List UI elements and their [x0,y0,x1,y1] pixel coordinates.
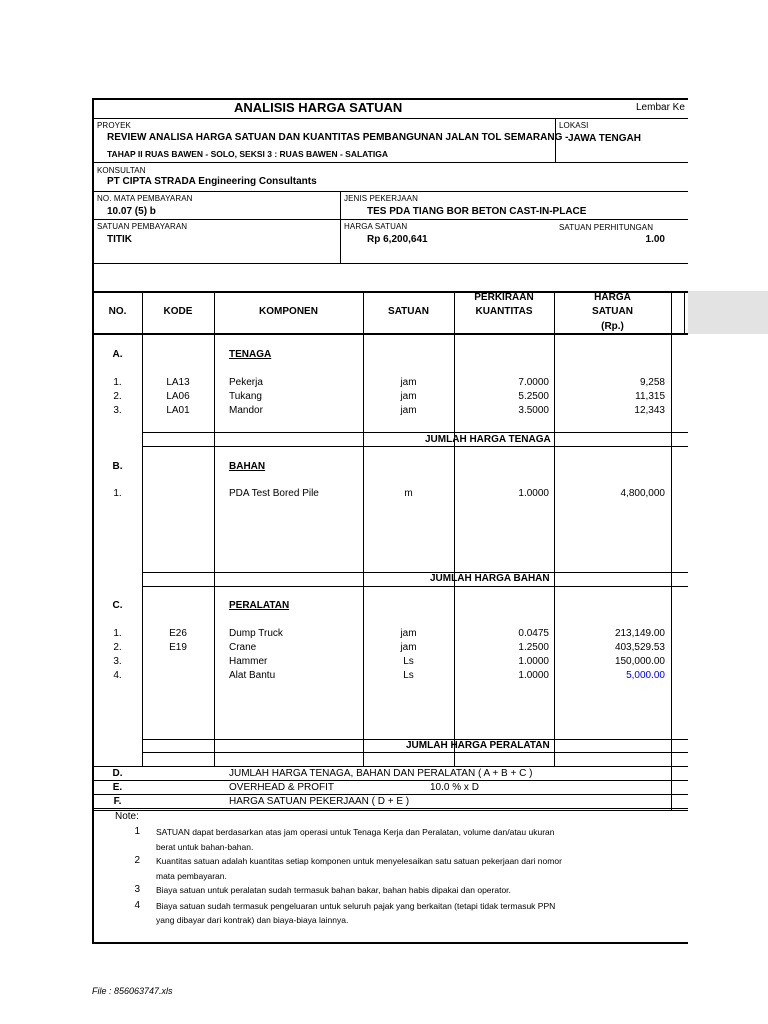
note-number: 4 [134,900,140,911]
divider [93,766,688,767]
row-no: 1. [113,628,122,639]
note-line: yang dibayar dari kontrak) dan biaya-biaya lainnya. [156,915,349,925]
col-header-kuantitas-2: KUANTITAS [475,306,533,317]
satuan-pembayaran-label: SATUAN PEMBAYARAN [97,222,188,231]
file-name: File : 856063747.xls [92,986,173,996]
divider [340,191,341,263]
page-title: ANALISIS HARGA SATUAN [234,100,403,115]
note-number: 2 [134,855,140,866]
section-title: TENAGA [229,349,272,360]
col-line [554,291,555,767]
row-harga: 9,258 [639,377,665,388]
row-kuantitas: 0.0475 [518,628,549,639]
col-header-komponen: KOMPONEN [259,306,318,317]
col-header-kode: KODE [163,306,193,317]
note-line: Biaya satuan untuk peralatan sudah termasuk bahan bakar, bahan habis dipakai dan operator. [156,885,511,895]
harga-satuan-label: HARGA SATUAN [344,222,408,231]
col-header-satuan: SATUAN [388,306,429,317]
satuan-pembayaran-value: TITIK [107,234,132,245]
divider [93,780,688,781]
row-no: 2. [113,391,122,402]
note-line: berat untuk bahan-bahan. [156,842,254,852]
row-kuantitas: 1.0000 [518,488,549,499]
side-gray-panel [688,291,768,334]
row-no: 1. [113,488,122,499]
row-kode: E26 [169,628,187,639]
note-line: Biaya satuan sudah termasuk pengeluaran untuk seluruh pajak yang berkaitan (tetapi tidak termasuk PPN [156,901,556,911]
jenis-pekerjaan-label: JENIS PEKERJAAN [344,194,418,203]
divider [142,752,688,753]
divider [93,794,688,795]
col-line [684,291,685,335]
row-satuan: jam [400,405,417,416]
col-header-no: NO. [108,306,127,317]
mata-pembayaran-label: NO. MATA PEMBAYARAN [97,194,193,203]
lembar-label: Lembar Ke [636,102,685,113]
col-line [671,291,672,811]
proyek-line2: TAHAP II RUAS BAWEN - SOLO, SEKSI 3 : RUAS BAWEN - SALATIGA [107,149,388,159]
row-kuantitas: 3.5000 [518,405,549,416]
row-komponen: Mandor [229,405,263,416]
row-harga: 150,000.00 [614,656,665,667]
divider [142,432,688,433]
col-line [142,291,143,767]
section-total-label: JUMLAH HARGA TENAGA [425,434,551,445]
summary-letter: F. [113,796,122,807]
frame-left [92,98,94,943]
col-line [363,291,364,767]
summary-text: JUMLAH HARGA TENAGA, BAHAN DAN PERALATAN ( A + B + C ) [229,768,533,779]
row-komponen: Tukang [229,391,262,402]
divider [93,263,688,264]
row-no: 4. [113,670,122,681]
summary-text: OVERHEAD & PROFIT [229,782,335,793]
note-line: Kuantitas satuan adalah kuantitas setiap komponen untuk menyelesaikan satu satuan pekerjaan dari nomor [156,856,562,866]
row-no: 3. [113,656,122,667]
table-header-bottom [93,333,688,335]
proyek-line1: REVIEW ANALISA HARGA SATUAN DAN KUANTITAS PEMBANGUNAN JALAN TOL SEMARANG - [107,132,569,143]
frame-bottom [92,942,688,944]
section-letter: A. [112,349,123,360]
note-line: mata pembayaran. [156,871,227,881]
row-kode: LA13 [166,377,190,388]
note-number: 1 [134,826,140,837]
divider [93,808,688,809]
row-kuantitas: 1.2500 [518,642,549,653]
row-komponen: Dump Truck [229,628,283,639]
row-satuan: jam [400,391,417,402]
divider [93,810,688,811]
row-komponen: Crane [229,642,257,653]
konsultan-value: PT CIPTA STRADA Engineering Consultants [107,176,317,187]
row-kuantitas: 1.0000 [518,670,549,681]
section-letter: B. [112,461,123,472]
row-komponen: Alat Bantu [229,670,276,681]
row-satuan: jam [400,628,417,639]
divider [142,586,688,587]
col-header-harga-2: SATUAN [592,306,633,317]
row-kuantitas: 5.2500 [518,391,549,402]
jenis-pekerjaan-value: TES PDA TIANG BOR BETON CAST-IN-PLACE [367,206,587,217]
section-title: BAHAN [229,461,266,472]
row-satuan: jam [400,642,417,653]
row-harga: 4,800,000 [620,488,665,499]
divider [142,446,688,447]
note-number: 3 [134,884,140,895]
proyek-label: PROYEK [97,121,131,130]
col-header-harga-1: HARGA [594,292,631,303]
row-no: 2. [113,642,122,653]
summary-overhead-percent: 10.0 % x D [430,782,479,793]
col-line [454,291,455,767]
row-no: 1. [113,377,122,388]
row-satuan: Ls [403,656,414,667]
col-header-harga-3: (Rp.) [601,321,624,332]
row-kuantitas: 7.0000 [518,377,549,388]
row-kode: LA06 [166,391,190,402]
divider [93,191,688,192]
row-harga: 12,343 [634,405,665,416]
col-line [214,291,215,767]
section-total-label: JUMLAH HARGA PERALATAN [406,740,550,751]
mata-pembayaran-value: 10.07 (5) b [107,206,156,217]
row-kode: E19 [169,642,187,653]
divider [93,118,688,119]
row-no: 3. [113,405,122,416]
row-satuan: Ls [403,670,414,681]
konsultan-label: KONSULTAN [97,166,146,175]
row-komponen: Hammer [229,656,268,667]
summary-text: HARGA SATUAN PEKERJAAN ( D + E ) [229,796,410,807]
row-satuan: m [404,488,413,499]
row-komponen: Pekerja [229,377,263,388]
row-harga: 403,529.53 [614,642,665,653]
summary-letter: D. [112,768,123,779]
satuan-perhitungan-value: 1.00 [645,234,665,245]
row-satuan: jam [400,377,417,388]
note-line: SATUAN dapat berdasarkan atas jam operasi untuk Tenaga Kerja dan Peralatan, volume dan/atau ukuran [156,827,555,837]
section-letter: C. [112,600,123,611]
row-harga-blue: 5,000.00 [626,670,665,681]
lokasi-label: LOKASI [559,121,589,130]
satuan-perhitungan-label: SATUAN PERHITUNGAN [559,223,654,232]
harga-satuan-value: Rp 6,200,641 [367,234,428,245]
row-kode: LA01 [166,405,190,416]
notes-title: Note: [115,811,139,822]
row-kuantitas: 1.0000 [518,656,549,667]
row-harga: 11,315 [635,391,665,402]
lokasi-value: JAWA TENGAH [568,133,641,144]
row-harga: 213,149.00 [614,628,665,639]
divider [142,572,688,573]
divider [93,162,688,163]
divider [93,219,688,220]
section-title: PERALATAN [229,600,290,611]
row-komponen: PDA Test Bored Pile [229,488,319,499]
col-header-kuantitas-1: PERKIRAAN [474,292,534,303]
section-total-label: JUMLAH HARGA BAHAN [430,573,550,584]
summary-letter: E. [112,782,123,793]
